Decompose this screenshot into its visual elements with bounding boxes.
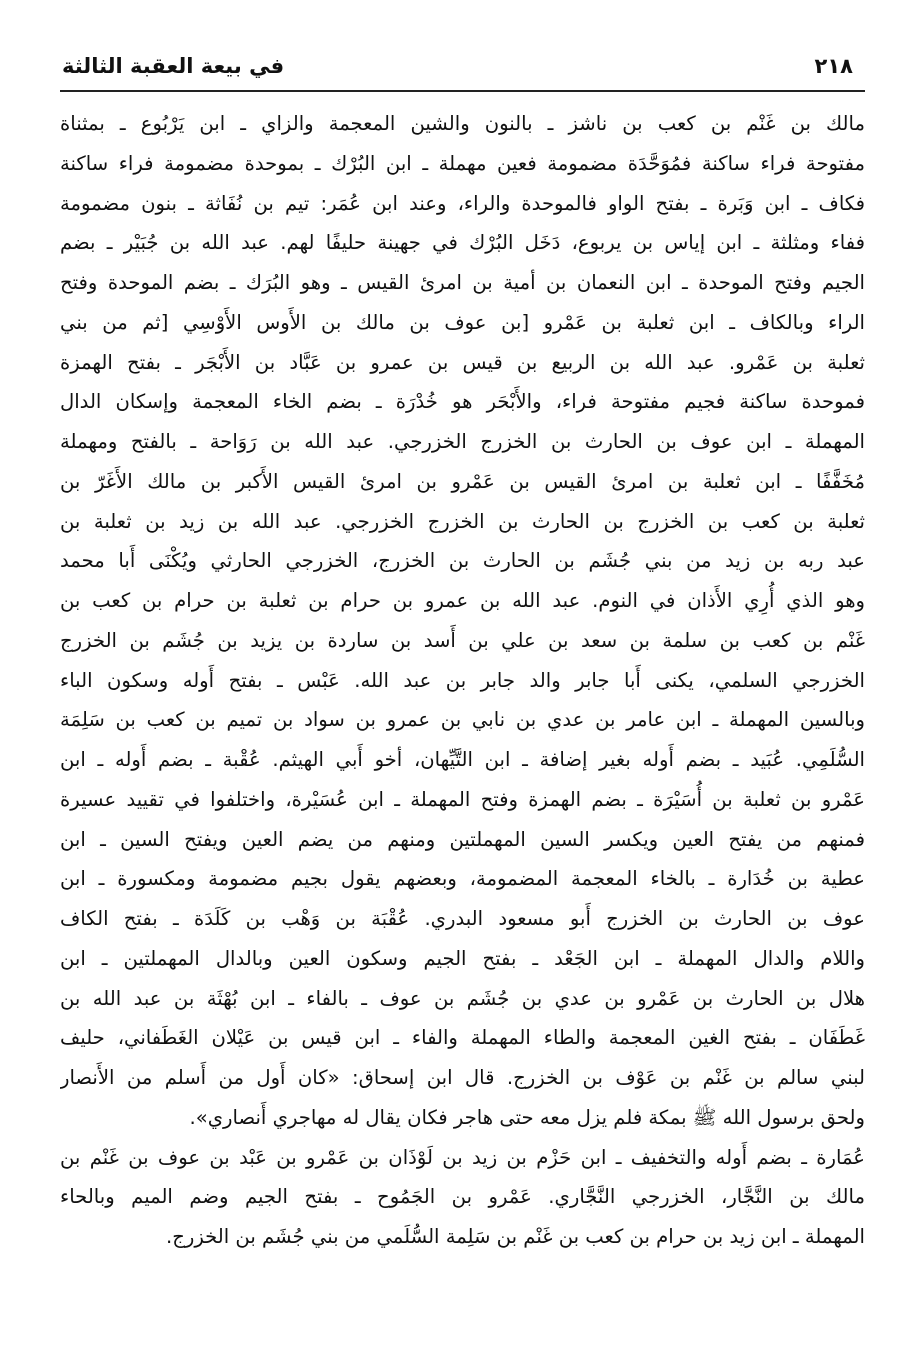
text-line: فمنهم من يفتح العين ويكسر السين المهملتين ومنهم من يضم العين ويفتح السين ـ ابن	[60, 827, 865, 851]
running-title: في بيعة العقبة الثالثة	[62, 54, 285, 78]
text-line: الخزرجي السلمي، يكنى أَبا جابر والد جابر بن عبد الله. عَبْس ـ بفتح أَوله وسكون الباء	[60, 668, 865, 692]
text-line: عَمْرو بن ثعلبة بن أُسَيْرَة ـ بضم الهمزة وفتح المهملة ـ ابن عُسَيْرة، واختلفوا في تقييد عسيرة	[60, 787, 865, 811]
text-line: عبد ربه بن زيد من بني جُشَم بن الحارث بن الخزرج، الخزرجي الحارثي ويُكْنَى أَبا محمد	[60, 549, 865, 573]
text-line: وبالسين المهملة ـ ابن عامر بن عدي بن نابي بن عمرو بن سواد بن تميم بن كعب بن سَلِمَة	[60, 708, 865, 732]
body-text	[60, 104, 865, 1257]
text-line: الجيم وفتح الموحدة ـ ابن النعمان بن أمية بن امرئ القيس ـ وهو البُرَك ـ بضم الموحدة وفتح	[60, 271, 865, 294]
text-line: عطية بن خُدَارة ـ بالخاء المعجمة المضمومة، وبعضهم يقول بجيم مضمومة ومكسورة ـ ابن	[60, 867, 865, 891]
text-line: ففاء ومثلثة ـ ابن إياس بن يربوع، دَخَل البُرْك في جهينة حليفًا لهم. عبد الله بن جُبَيْر ـ بضم	[60, 231, 865, 255]
text-line: ثعلبة بن عَمْرو. عبد الله بن الربيع بن قيس بن عمرو بن عَبَّاد بن الأَبْجَر ـ بفتح الهمزة	[60, 350, 865, 374]
text-line: عوف بن الحارث بن الخزرج أَبو مسعود البدري. عُقْبَة بن وَهْب بن كَلَدَة ـ بفتح الكاف	[60, 907, 865, 930]
text-line: وهو الذي أُرِي الأَذان في النوم. عبد الله بن عمرو بن حرام بن ثعلبة بن حرام بن كعب بن	[60, 589, 865, 612]
text-line: ولحق برسول الله ﷺ بمكة فلم يزل معه حتى هاجر فكان يقال له مهاجري أَنصاري».	[189, 1105, 865, 1129]
page-number: ٢١٨	[814, 54, 853, 78]
text-line: السُّلَمِي. عُبَيد ـ بضم أَوله بغير إضافة ـ ابن التَّيِّهان، أخو أَبي الهيثم. عُقْبة ـ بضم أَوله ـ ابن	[60, 748, 865, 771]
text-line: غَطَفَان ـ بفتح الغين المعجمة والطاء المهملة والفاء ـ ابن قيس بن عَيْلان الغَطَفاني، حليف	[60, 1026, 865, 1050]
text-line: ثعلبة بن كعب بن الخزرج بن الحارث بن الخزرج الخزرجي. عبد الله بن زيد بن ثعلبة بن	[60, 509, 865, 533]
text-line: فموحدة ساكنة فجيم مفتوحة فراء، والأَبْحَر هو خُدْرَة ـ بضم الخاء المعجمة وإسكان الدال	[60, 390, 865, 414]
text-line: فكاف ـ ابن وَبَرة ـ بفتح الواو فالموحدة والراء، وعند ابن عُمَر: تيم بن نُفَاثة ـ بنون مضمومة	[60, 191, 865, 215]
header-rule	[60, 90, 865, 92]
text-line: غَنْم بن كعب بن سلمة بن سعد بن علي بن أَسد بن ساردة بن يزيد بن جُشَم بن الخزرج	[60, 628, 865, 652]
text-line: مفتوحة فراء ساكنة فمُوَحَّدَة مضمومة فعين مهملة ـ ابن البُرْك ـ بموحدة مضمومة فراء ساكنة	[60, 151, 865, 175]
text-line: المهملة ـ ابن عوف بن الحارث بن الخزرج الخزرجي. عبد الله بن رَوَاحة ـ بالفتح ومهملة	[60, 430, 865, 453]
text-line: المهملة ـ ابن زيد بن حرام بن كعب بن غَنْم بن سَلِمة السُّلَمي من بني جُشَم بن الخزرج.	[165, 1225, 865, 1248]
book-page	[60, 48, 865, 1257]
page-header	[60, 48, 865, 82]
text-line: الراء وبالكاف ـ ابن ثعلبة بن عَمْرو [بن عوف بن مالك بن الأَوس الأَوْسِي [ثم من بني	[60, 310, 865, 334]
text-line: مالك بن النَّجَّار، الخزرجي النَّجَّاري. عَمْرو بن الجَمُوح ـ بفتح الجيم وضم الميم وبالحاء	[60, 1185, 865, 1209]
text-line: واللام والدال المهملة ـ ابن الجَعْد ـ بفتح الجيم وسكون العين وبالدال المهملتين ـ ابن	[60, 946, 865, 970]
text-line: عُمَارة ـ بضم أَوله والتخفيف ـ ابن حَزْم بن زيد بن لَوْذَان بن عَمْرو بن عَبْد بن عوف بن غَنْم بن	[60, 1145, 865, 1169]
text-line: مُخَفَّفًا ـ ابن ثعلبة بن امرئ القيس بن عَمْرو بن امرئ القيس الأَكبر بن مالك الأَغَرّ بن	[60, 469, 865, 493]
text-line: مالك بن غَنْم بن كعب بن ناشز ـ بالنون والشين المعجمة والزاي ـ ابن يَرْبُوع ـ بمثناة	[60, 112, 865, 135]
text-line: هلال بن الحارث بن عَمْرو بن عدي بن جُشَم بن عوف ـ بالفاء ـ ابن بُهْثَة بن عبد الله بن	[60, 986, 865, 1010]
text-line: لبني سالم بن غَنْم بن عَوْف بن الخزرج. قال ابن إسحاق: «كان أَول من أَسلم من الأَنصار	[60, 1066, 865, 1089]
